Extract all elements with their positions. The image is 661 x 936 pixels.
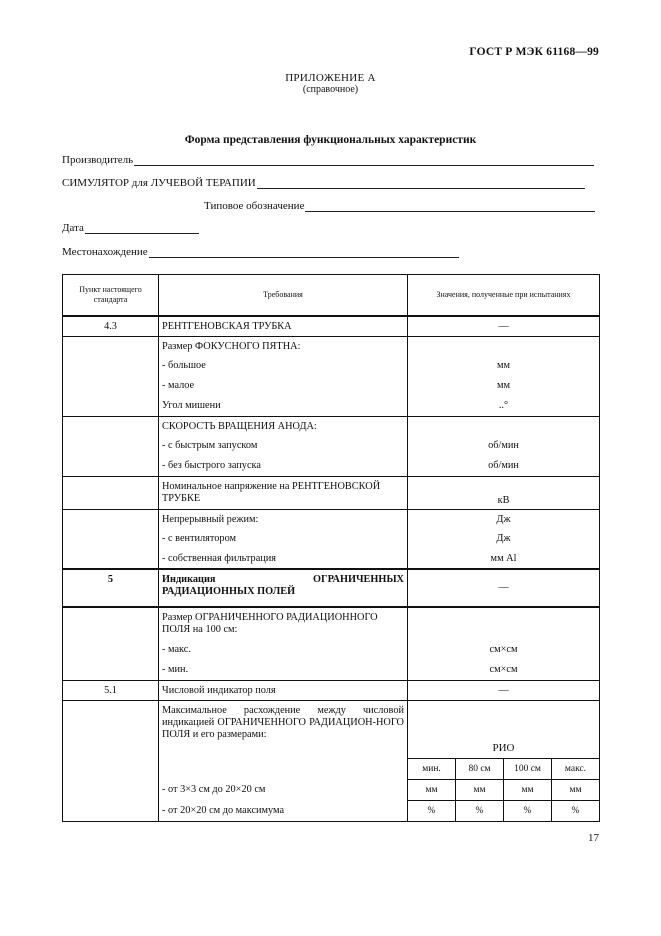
table-row [63, 700, 600, 759]
row-requirement: СКОРОСТЬ ВРАЩЕНИЯ АНОДА: [159, 416, 408, 436]
manufacturer-line[interactable] [134, 155, 594, 166]
row-clause: 4.3 [63, 316, 159, 336]
range-value[interactable]: % [427, 806, 436, 816]
table-row [63, 607, 600, 640]
row-requirement: - макс. [159, 640, 408, 660]
row-requirement: - собственная фильтрация [159, 549, 408, 569]
form-title: Форма представления функциональных характеристик [184, 134, 477, 146]
table-row [63, 549, 600, 569]
type-designation-line[interactable] [305, 201, 595, 212]
table-row [63, 316, 600, 336]
manufacturer-field [62, 154, 594, 166]
row-requirement: Размер ФОКУСНОГО ПЯТНА: [159, 336, 408, 356]
manufacturer-label: Производитель [62, 154, 134, 166]
table-row [63, 396, 600, 416]
table-row [63, 680, 600, 700]
table-row [63, 660, 600, 680]
simulator-line[interactable] [257, 178, 585, 189]
row-requirement: Максимальное расхождение между числовой индикацией ОГРАНИЧЕННОГО РАДИАЦИОН-НОГО ПОЛЯ и его размерами: [159, 700, 408, 759]
row-value[interactable]: Дж [408, 509, 600, 529]
page-number: 17 [588, 832, 599, 844]
rio-label: РИО [408, 700, 600, 759]
range-value[interactable]: мм [503, 780, 551, 800]
sub-header-max: макс. [551, 759, 599, 779]
row-value[interactable]: мм [408, 376, 600, 396]
standard-header: ГОСТ Р МЭК 61168—99 [469, 46, 599, 58]
range-value[interactable]: мм [425, 785, 438, 795]
appendix-title: ПРИЛОЖЕНИЕ А [285, 72, 376, 84]
row-requirement: - без быстрого запуска [159, 456, 408, 476]
table-row [63, 336, 600, 356]
location-line[interactable] [149, 247, 459, 258]
sub-header-100: 100 см [503, 759, 551, 779]
row-value[interactable]: — [408, 680, 600, 700]
table-row [63, 376, 600, 396]
range-value[interactable]: мм [455, 780, 503, 800]
range-value[interactable]: % [551, 801, 599, 821]
table-row [63, 569, 600, 607]
row-value[interactable]: см×см [408, 660, 600, 680]
simulator-field [62, 177, 585, 189]
row-value[interactable] [408, 416, 600, 436]
row-value[interactable] [408, 336, 600, 356]
row-requirement: Числовой индикатор поля [159, 680, 408, 700]
location-label: Местонахождение [62, 246, 148, 258]
location-field [62, 246, 459, 258]
col-values-header: Значения, полученные при испытаниях [408, 275, 600, 317]
row-requirement: - с вентилятором [159, 529, 408, 549]
row-value[interactable]: Дж [408, 529, 600, 549]
sub-header-min: мин. [422, 764, 441, 774]
table-row [63, 476, 600, 509]
req-line-c: РАДИАЦИОННЫХ ПОЛЕЙ [162, 586, 296, 597]
table-row [63, 509, 600, 529]
simulator-label: СИМУЛЯТОР для ЛУЧЕВОЙ ТЕРАПИИ [62, 177, 256, 189]
range-values-row [408, 801, 599, 821]
date-line[interactable] [85, 223, 199, 234]
appendix-subtitle: (справочное) [302, 84, 359, 95]
row-requirement: - от 3×3 см до 20×20 см [159, 780, 408, 801]
row-value[interactable]: — [408, 569, 600, 607]
row-clause: 5 [63, 569, 159, 607]
row-requirement: - мин. [159, 660, 408, 680]
row-requirement: - от 20×20 см до максимума [159, 801, 408, 822]
row-value[interactable]: мм Al [408, 549, 600, 569]
row-value[interactable]: кВ [408, 476, 600, 509]
sub-header-80: 80 см [455, 759, 503, 779]
row-clause: 5.1 [63, 680, 159, 700]
type-designation-field [204, 200, 595, 212]
row-value[interactable]: об/мин [408, 436, 600, 456]
table-row [63, 416, 600, 436]
table-row [63, 640, 600, 660]
col-requirements-header: Требования [159, 275, 408, 317]
table-row [63, 529, 600, 549]
characteristics-table [62, 274, 600, 822]
table-row [63, 759, 600, 780]
type-designation-label: Типовое обозначение [204, 200, 305, 212]
row-requirement: - большое [159, 356, 408, 376]
table-row [63, 356, 600, 376]
range-value[interactable]: мм [551, 780, 599, 800]
row-requirement: Размер ОГРАНИЧЕННОГО РАДИАЦИОННОГО ПОЛЯ на 100 см: [159, 607, 408, 640]
row-requirement: - с быстрым запуском [159, 436, 408, 456]
row-requirement: Угол мишени [159, 396, 408, 416]
table-header [63, 275, 600, 317]
range-value[interactable]: % [455, 801, 503, 821]
table-row [63, 780, 600, 801]
row-requirement: Номинальное напряжение на РЕНТГЕНОВСКОЙ ТРУБКЕ [159, 476, 408, 509]
row-requirement: Непрерывный режим: [159, 509, 408, 529]
row-value[interactable]: ..° [408, 396, 600, 416]
date-field [62, 222, 199, 234]
row-value[interactable]: об/мин [408, 456, 600, 476]
table-row [63, 801, 600, 822]
table-row [63, 436, 600, 456]
row-requirement: РЕНТГЕНОВСКАЯ ТРУБКА [159, 316, 408, 336]
range-value[interactable]: % [503, 801, 551, 821]
row-requirement [159, 569, 408, 607]
row-value[interactable]: мм [408, 356, 600, 376]
sub-header-row [408, 759, 599, 779]
row-value[interactable]: см×см [408, 640, 600, 660]
row-value[interactable]: — [408, 316, 600, 336]
row-requirement: - малое [159, 376, 408, 396]
req-word-a: Индикация [162, 574, 216, 585]
range-values-row [408, 780, 599, 800]
row-value[interactable] [408, 607, 600, 640]
date-label: Дата [62, 222, 84, 234]
table-row [63, 456, 600, 476]
req-word-b: ОГРАНИЧЕННЫХ [313, 574, 404, 585]
col-clause-header: Пункт настоящего стандарта [63, 275, 159, 317]
